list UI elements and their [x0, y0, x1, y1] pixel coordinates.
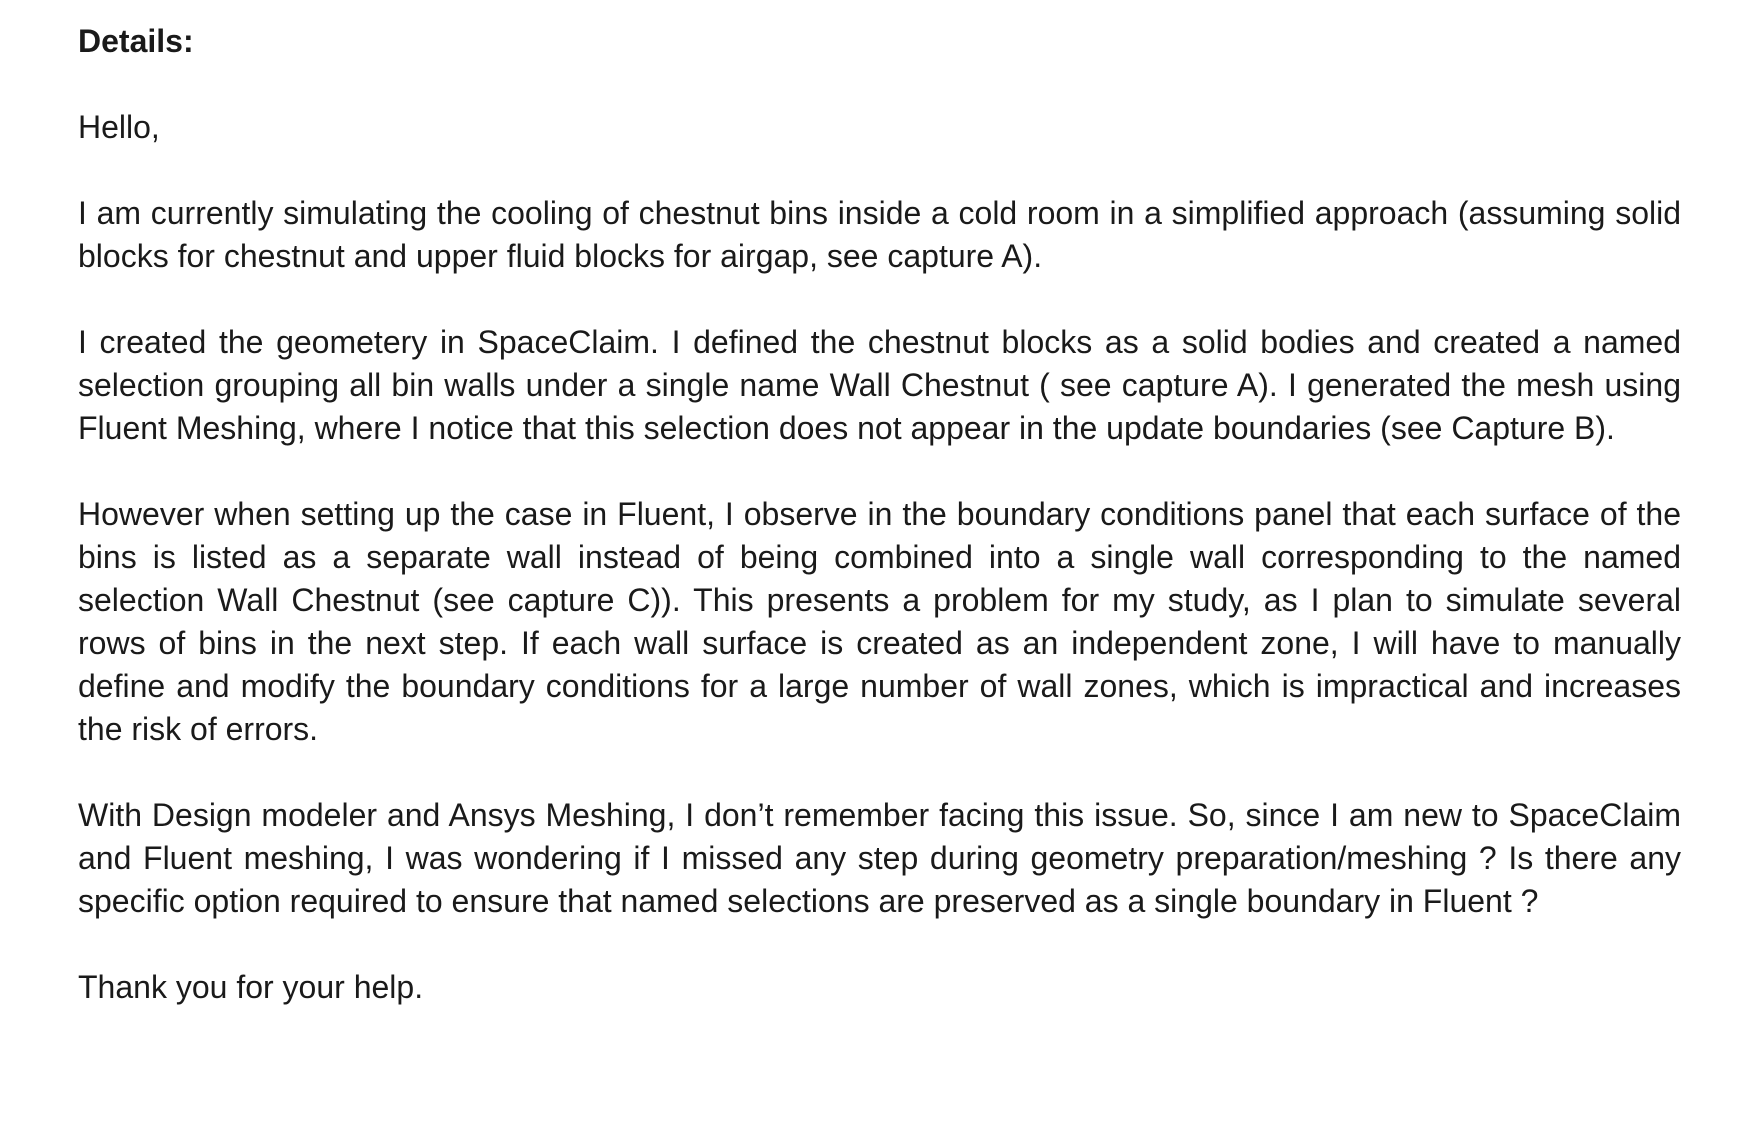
paragraph-question: With Design modeler and Ansys Meshing, I don’t remember facing this issue. So, since I am new to SpaceClaim and Fluent meshing, I was wondering if I missed any step during geometry preparation/meshing ? Is there any specific option required to ensure that named selections are preserved as a single boundary in Fluent ? — [78, 797, 1681, 919]
paragraph-geometry-setup: I created the geometery in SpaceClaim. I defined the chestnut blocks as a solid bodies and created a named selection grouping all bin walls under a single name Wall Chestnut ( see capture A). I generated the mesh using Fluent Meshing, where I notice that this selection does not appear in the update boundaries (see Capture B). — [78, 324, 1681, 446]
details-heading: Details: — [78, 23, 194, 59]
closing-text: Thank you for your help. — [78, 969, 424, 1005]
paragraph-fluent-issue: However when setting up the case in Fluent, I observe in the boundary conditions panel that each surface of the bins is listed as a separate wall instead of being combined into a single wall corresponding to the named selection Wall Chestnut (see capture C)). This presents a problem for my study, as I plan to simulate several rows of bins in the next step. If each wall surface is created as an independent zone, I will have to manually define and modify the boundary conditions for a large number of wall zones, which is impractical and increases the risk of errors. — [78, 496, 1681, 747]
greeting-text: Hello, — [78, 109, 160, 145]
paragraph-problem-context: I am currently simulating the cooling of chestnut bins inside a cold room in a simplified approach (assuming solid blocks for chestnut and upper fluid blocks for airgap, see capture A). — [78, 195, 1681, 274]
